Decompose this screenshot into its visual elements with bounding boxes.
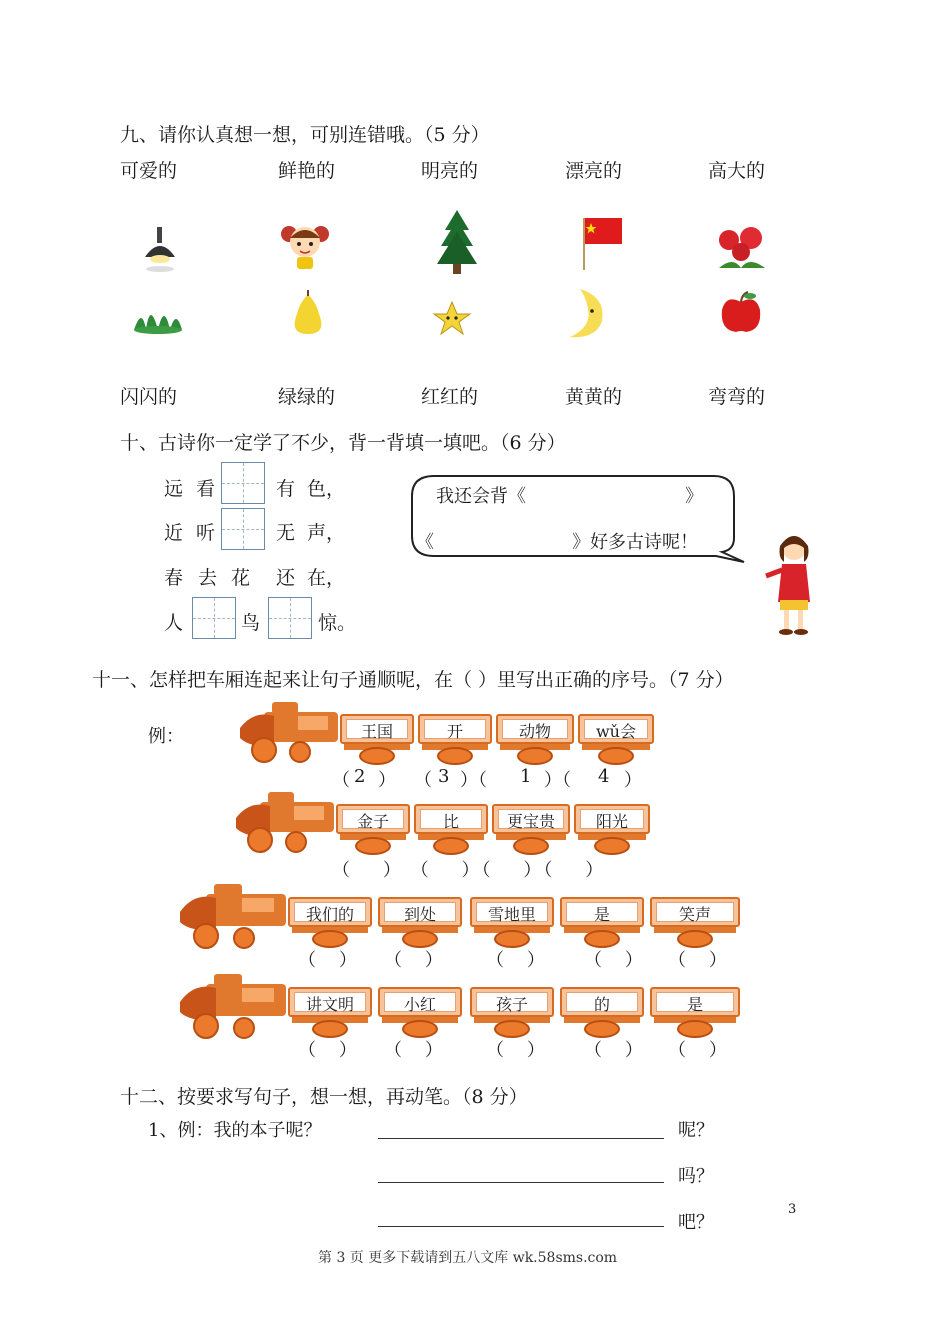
grass-icon [132,296,184,334]
sentence-ending: 呢？ [678,1120,714,1141]
wagon: 笑声 [650,897,740,949]
answer-blank[interactable]: （ ） [298,950,357,971]
answer-blanks[interactable]: （ ） （ ）（ ）（ ） [332,860,606,881]
q9-title: 九、请你认真想一想，可别连错哦。（5 分） [120,124,490,146]
wagon: 是 [560,897,644,949]
answer-blank[interactable]: （ ） [486,950,545,971]
q9-bottom-word: 弯弯的 [708,386,766,408]
example-answer: 3 [438,766,450,787]
wagon: 阳光 [574,804,650,856]
footer-text: 第 3 页 更多下载请到五八文库 wk.58sms.com [318,1250,618,1266]
wagon: 小红 [378,987,462,1039]
apple-icon [718,290,764,336]
q9-top-word: 高大的 [708,160,766,182]
poem-char: 人 [164,612,184,634]
moon-icon [562,287,608,341]
poem-char: 春 [164,567,184,589]
answer-blank[interactable]: （ ） [668,1040,727,1061]
sentence-ending: 吧？ [678,1212,714,1233]
poem-char: 在， [307,567,346,589]
example-answer: 4 [598,766,610,787]
answer-line[interactable] [378,1226,664,1227]
q9-top-word: 明亮的 [421,160,479,182]
poem-char: 花 [231,567,251,589]
poem-char: 无 [276,522,296,544]
answer-paren: （ [414,770,432,791]
q12-item1-label: 1、例：我的本子呢？ [148,1120,322,1141]
example-answer: 1 [520,766,532,787]
q10-title: 十、古诗你一定学了不少，背一背填一填吧。（6 分） [120,432,566,454]
wagon: 金子 [336,804,410,856]
star-icon [432,300,472,336]
wagon: 王国 [340,714,414,766]
poem-char: 色， [307,478,346,500]
girl-figure-icon [760,530,820,640]
wagon: 比 [414,804,488,856]
q9-bottom-word: 红红的 [421,386,479,408]
sentence-ending: 吗？ [678,1166,714,1187]
answer-paren: ）（ [544,770,571,791]
wagon: 开 [418,714,492,766]
q9-top-word: 鲜艳的 [278,160,336,182]
q9-bottom-word: 黄黄的 [565,386,623,408]
poem-blank-box[interactable] [268,597,312,639]
example-answer: 2 [354,766,366,787]
wagon: 雪地里 [470,897,554,949]
wagon: 孩子 [470,987,554,1039]
poem-char: 近 [164,522,184,544]
q11-title: 十一、怎样把车厢连起来让句子通顺呢，在（ ）里写出正确的序号。（7 分） [92,669,734,691]
lamp-icon [135,225,185,275]
wagon: 动物 [496,714,574,766]
answer-paren: ）（ [460,770,487,791]
poem-char: 远 [164,478,184,500]
example-label: 例： [148,726,184,747]
poem-blank-box[interactable] [192,597,236,639]
poem-blank-box[interactable] [221,462,265,504]
answer-paren: （ [332,770,350,791]
answer-line[interactable] [378,1182,664,1183]
poem-char: 听 [196,522,216,544]
poem-char: 有 [276,478,296,500]
wagon: 的 [560,987,644,1039]
locomotive-icon [178,972,290,1040]
answer-paren: ） [378,770,396,791]
girl-doll-icon [277,220,333,276]
answer-line[interactable] [378,1138,664,1139]
poem-char: 去 [198,567,218,589]
wagon: wǔ会 [578,714,654,766]
wagon: 到处 [378,897,462,949]
answer-blank[interactable]: （ ） [384,1040,443,1061]
wagon: 讲文明 [288,987,372,1039]
bubble-text: 》好多古诗呢！ [572,532,698,553]
poem-blank-box[interactable] [221,508,265,550]
poem-char: 鸟 [241,612,261,634]
poem-char: 惊。 [318,612,357,634]
locomotive-icon [234,790,338,854]
poem-char: 还 [276,567,296,589]
q9-top-word: 漂亮的 [565,160,623,182]
q12-title: 十二、按要求写句子，想一想，再动笔。（8 分） [120,1086,528,1108]
poem-char: 看 [196,478,216,500]
wagon: 我们的 [288,897,372,949]
bubble-text: 《 [416,532,434,553]
answer-blank[interactable]: （ ） [298,1040,357,1061]
bubble-text: 》 [685,486,703,507]
wagon: 更宝贵 [492,804,570,856]
locomotive-icon [238,700,342,764]
pine-tree-icon [433,208,481,278]
bubble-text: 我还会背《 [436,486,526,507]
page-number: 3 [788,1202,797,1217]
answer-blank[interactable]: （ ） [486,1040,545,1061]
q9-top-word: 可爱的 [120,160,178,182]
q9-bottom-word: 闪闪的 [120,386,178,408]
answer-paren: ） [624,770,642,791]
poem-char: 声， [307,522,346,544]
red-flower-icon [713,222,771,272]
locomotive-icon [178,882,290,950]
q9-bottom-word: 绿绿的 [278,386,336,408]
answer-blank[interactable]: （ ） [584,950,643,971]
answer-blank[interactable]: （ ） [584,1040,643,1061]
answer-blank[interactable]: （ ） [384,950,443,971]
pear-icon [287,290,329,338]
china-flag-icon [580,214,626,272]
wagon: 是 [650,987,740,1039]
answer-blank[interactable]: （ ） [668,950,727,971]
